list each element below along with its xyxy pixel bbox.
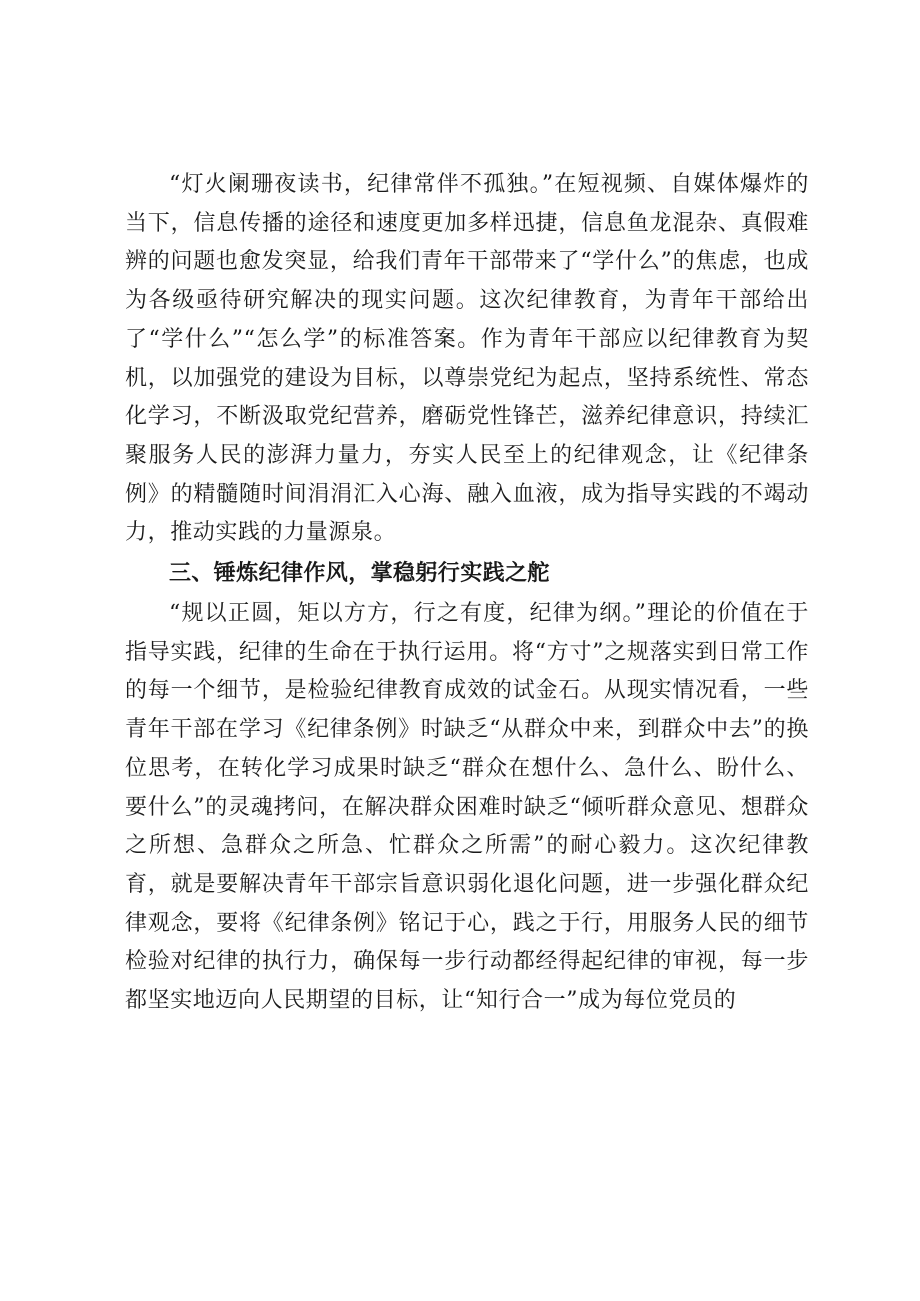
paragraph-study-discipline: “灯火阑珊夜读书，纪律常伴不孤独。”在短视频、自媒体爆炸的当下，信息传播的途径和速度更加多样迅捷，信息鱼龙混杂、真假难辨的问题也愈发突显，给我们青年干部带来了“学什么”的焦虑，也成为各级亟待研究解决的现实问题。这次纪律教育，为青年干部给出了“学什么”“怎么学”的标准答案。作为青年干部应以纪律教育为契机，以加强党的建设为目标，以尊崇党纪为起点，坚持系统性、常态化学习，不断汲取党纪营养，磨砺党性锋芒，滋养纪律意识，持续汇聚服务人民的澎湃力量力，夯实人民至上的纪律观念，让《纪律条例》的精髓随时间涓涓汇入心海、融入血液，成为指导实践的不竭动力，推动实践的力量源泉。 (125, 172, 809, 546)
section-heading-three: 三、锤炼纪律作风，掌稳躬行实践之舵 (169, 561, 550, 587)
paragraph-practice-discipline: “规以正圆，矩以方方，行之有度，纪律为纲。”理论的价值在于指导实践，纪律的生命在于执行运用。将“方寸”之规落实到日常工作的每一个细节，是检验纪律教育成效的试金石。从现实情况看，一些青年干部在学习《纪律条例》时缺乏“从群众中来，到群众中去”的换位思考，在转化学习成果时缺乏“群众在想什么、急什么、盼什么、要什么”的灵魂拷问，在解决群众困难时缺乏“倾听群众意见、想群众之所想、急群众之所急、忙群众之所需”的耐心毅力。这次纪律教育，就是要解决青年干部宗旨意识弱化退化问题，进一步强化群众纪律观念，要将《纪律条例》铭记于心，践之于行，用服务人民的细节检验对纪律的执行力，确保每一步行动都经得起纪律的审视，每一步都坚实地迈向人民期望的目标，让“知行合一”成为每位党员的 (125, 601, 809, 1014)
document-body (125, 166, 809, 1021)
